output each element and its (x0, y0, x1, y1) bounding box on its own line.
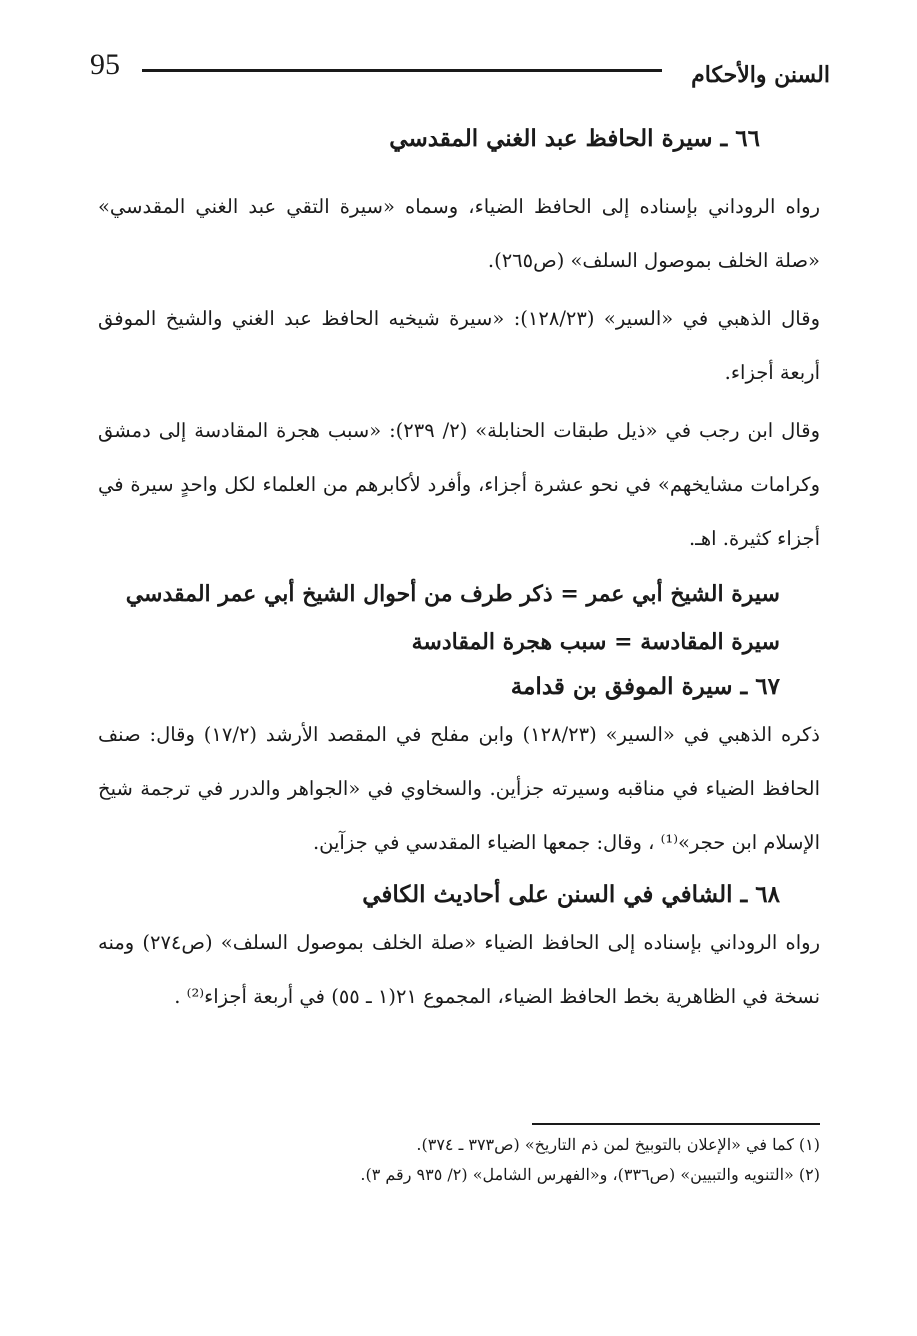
alias-abu-umar: سيرة الشيخ أبي عمر = ذكر طرف من أحوال الشيخ أبي عمر المقدسي (125, 581, 780, 607)
section-67-paragraph: ذكره الذهبي في «السير» (١٢٨/٢٣) وابن مفلح في المقصد الأرشد (١٧/٢) وقال: صنف الحافظ الضياء في مناقبه وسيرته جزأين. والسخاوي في «الجواهر والدرر في ترجمة شيخ الإسلام ابن حجر»⁽¹⁾ ، وقال: جمعها الضياء المقدسي في جزآين. (98, 723, 820, 854)
section-67-heading: ٦٧ ـ سيرة الموفق بن قدامة (510, 673, 780, 700)
page-number: 95 (90, 48, 120, 81)
body-text (98, 118, 820, 1028)
header-rule (142, 69, 662, 72)
section-66-paragraph-3: وقال ابن رجب في «ذيل طبقات الحنابلة» (٢/ ٢٣٩): «سبب هجرة المقادسة إلى دمشق وكرامات مشايخهم» في نحو عشرة أجزاء، وأفرد لأكابرهم من العلماء لكل واحدٍ سيرة في أجزاء كثيرة. اهـ. (98, 419, 820, 550)
page-header (90, 48, 830, 98)
footnote-1: (١) كما في «الإعلان بالتوبيخ لمن ذم التاريخ» (ص٣٧٣ ـ ٣٧٤). (416, 1135, 820, 1154)
section-66-paragraph-2: وقال الذهبي في «السير» (١٢٨/٢٣): «سيرة شيخيه الحافظ عبد الغني والشيخ الموفق أربعة أجزاء. (98, 307, 820, 384)
footnotes (98, 1130, 820, 1190)
footnote-2: (٢) «التنويه والتبيين» (ص٣٣٦)، و«الفهرس الشامل» (٢/ ٩٣٥ رقم ٣). (360, 1165, 820, 1184)
section-68-paragraph: رواه الروداني بإسناده إلى الحافظ الضياء «صلة الخلف بموصول السلف» (ص٢٧٤) ومنه نسخة في الظاهرية بخط الحافظ الضياء، المجموع ٢١(١ ـ ٥٥) في أربعة أجزاء⁽²⁾ . (98, 931, 820, 1008)
running-title: السنن والأحكام (691, 62, 830, 88)
section-66-paragraph-1: رواه الروداني بإسناده إلى الحافظ الضياء، وسماه «سيرة التقي عبد الغني المقدسي» «صلة الخلف بموصول السلف» (ص٢٦٥). (98, 195, 820, 272)
section-66-heading: ٦٦ ـ سيرة الحافظ عبد الغني المقدسي (389, 125, 760, 152)
section-68-heading: ٦٨ ـ الشافي في السنن على أحاديث الكافي (362, 881, 780, 908)
alias-maqadisa: سيرة المقادسة = سبب هجرة المقادسة (411, 629, 780, 655)
footnote-rule (532, 1123, 820, 1125)
